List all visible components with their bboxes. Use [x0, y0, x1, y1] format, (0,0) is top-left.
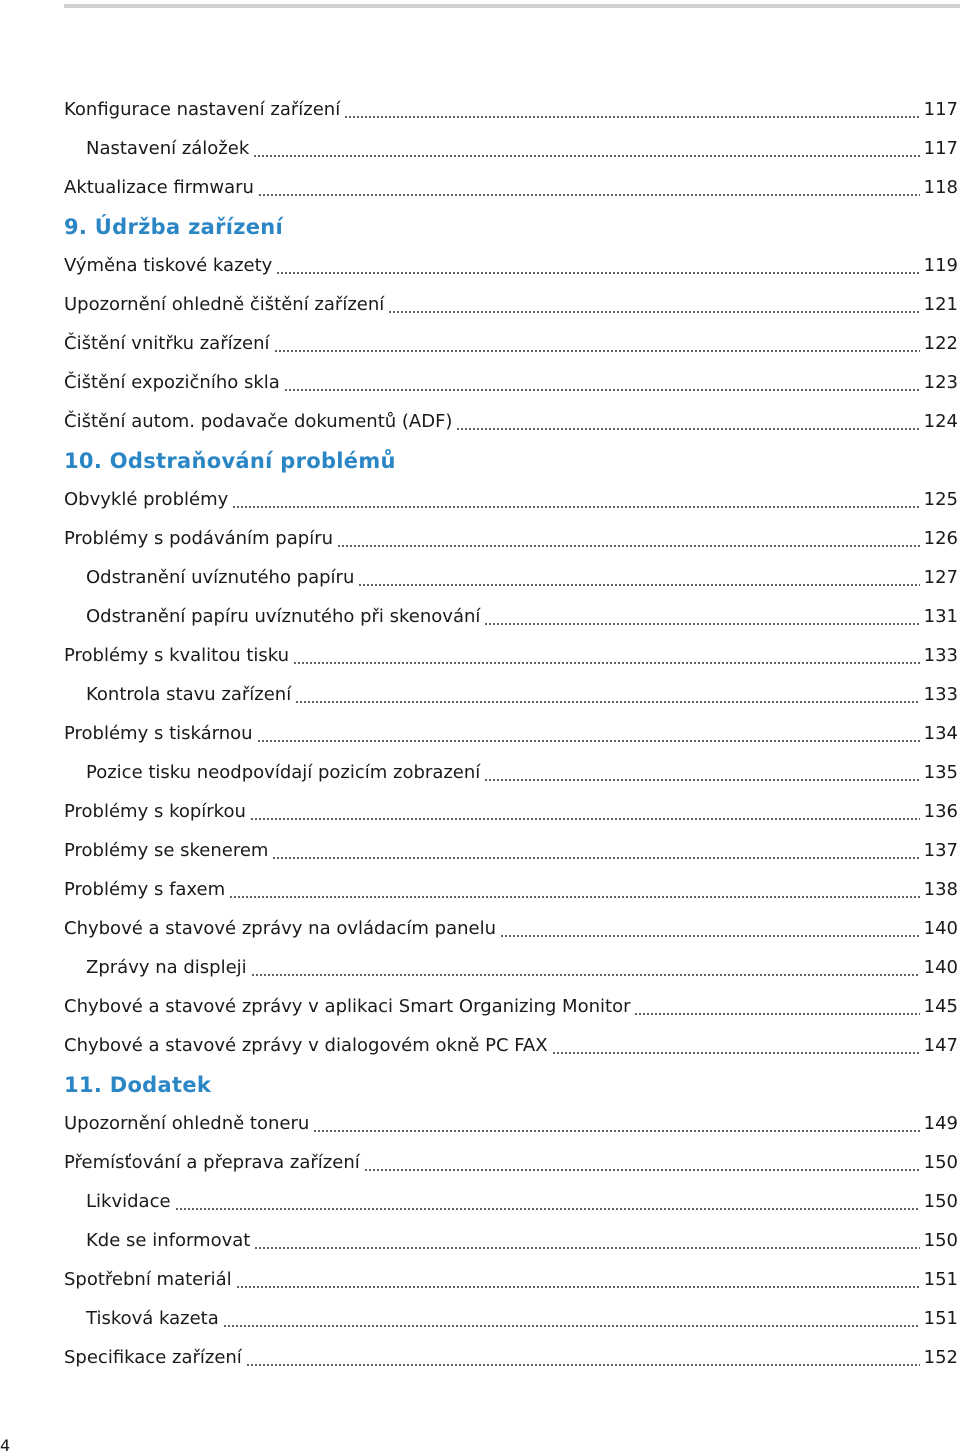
- toc-entry-title: Čištění vnitřku zařízení: [64, 332, 270, 354]
- chapter-heading[interactable]: 9. Údržba zařízení: [64, 214, 284, 239]
- dot-leader: [634, 1013, 919, 1015]
- toc-entry[interactable]: [64, 987, 958, 1026]
- dot-leader: [229, 896, 920, 898]
- toc-entry-title: Čištění autom. podavače dokumentů (ADF): [64, 410, 453, 432]
- toc-entry[interactable]: [64, 402, 958, 441]
- toc-entry-page: 147: [923, 1034, 958, 1056]
- toc-entry-title: Problémy se skenerem: [64, 839, 269, 861]
- dot-leader: [484, 779, 919, 781]
- dot-leader: [344, 116, 919, 118]
- toc-entry-title: Upozornění ohledně čištění zařízení: [64, 293, 385, 315]
- toc-entry-page: 145: [923, 995, 958, 1017]
- dot-leader: [232, 506, 919, 508]
- toc-entry[interactable]: [64, 1143, 958, 1182]
- toc-entry-title: Konfigurace nastavení zařízení: [64, 98, 341, 120]
- dot-leader: [276, 272, 919, 274]
- toc-entry-page: 133: [923, 683, 958, 705]
- toc-entry-title: Likvidace: [86, 1190, 171, 1212]
- toc-entry-page: 140: [923, 917, 958, 939]
- toc-entry[interactable]: [64, 675, 958, 714]
- toc-entry-title: Upozornění ohledně toneru: [64, 1112, 310, 1134]
- dot-leader: [274, 350, 920, 352]
- dot-leader: [251, 974, 920, 976]
- toc-entry-page: 151: [923, 1307, 958, 1329]
- toc-entry-page: 137: [923, 839, 958, 861]
- toc-entry-page: 136: [923, 800, 958, 822]
- toc-entry-page: 134: [923, 722, 958, 744]
- toc-entry-title: Aktualizace firmwaru: [64, 176, 254, 198]
- toc-entry-page: 125: [923, 488, 958, 510]
- chapter-heading[interactable]: 10. Odstraňování problémů: [64, 448, 396, 473]
- toc-entry[interactable]: [64, 636, 958, 675]
- dot-leader: [364, 1169, 920, 1171]
- toc-entry-page: 150: [923, 1190, 958, 1212]
- toc-entry-page: 138: [923, 878, 958, 900]
- chapter-heading[interactable]: 11. Dodatek: [64, 1072, 212, 1097]
- toc-entry-page: 126: [923, 527, 958, 549]
- toc-entry-page: 127: [923, 566, 958, 588]
- toc-entry-page: 121: [923, 293, 958, 315]
- toc-entry-page: 152: [923, 1346, 958, 1368]
- toc-entry-page: 117: [923, 98, 958, 120]
- toc-entry-title: Zprávy na displeji: [86, 956, 247, 978]
- toc-entry[interactable]: [64, 246, 958, 285]
- toc-entry[interactable]: [64, 168, 958, 207]
- toc-entry-page: 117: [923, 137, 958, 159]
- toc-entry-page: 135: [923, 761, 958, 783]
- toc-entry-page: 150: [923, 1151, 958, 1173]
- toc-entry-title: Chybové a stavové zprávy v dialogovém okně PC FAX: [64, 1034, 548, 1056]
- toc-entry-page: 118: [923, 176, 958, 198]
- toc-entry-title: Odstranění uvíznutého papíru: [86, 566, 355, 588]
- toc-entry[interactable]: [64, 1260, 958, 1299]
- toc-entry-page: 133: [923, 644, 958, 666]
- dot-leader: [254, 1247, 919, 1249]
- toc-entry-page: 124: [923, 410, 958, 432]
- toc-entry-title: Kde se informovat: [86, 1229, 251, 1251]
- toc-entry-title: Výměna tiskové kazety: [64, 254, 273, 276]
- header-rule: [64, 4, 960, 8]
- toc-entry[interactable]: [64, 90, 958, 129]
- toc-entry-title: Problémy s tiskárnou: [64, 722, 253, 744]
- dot-leader: [257, 740, 920, 742]
- toc-entry-title: Pozice tisku neodpovídají pozicím zobrazení: [86, 761, 481, 783]
- toc-entry-title: Problémy s kvalitou tisku: [64, 644, 290, 666]
- dot-leader: [223, 1325, 920, 1327]
- page-number: 4: [0, 1436, 11, 1455]
- toc-entry[interactable]: [64, 1026, 958, 1065]
- toc-entry[interactable]: [64, 1182, 958, 1221]
- toc-entry-page: 123: [923, 371, 958, 393]
- dot-leader: [295, 701, 919, 703]
- toc-entry[interactable]: [64, 792, 958, 831]
- toc-entry-page: 149: [923, 1112, 958, 1134]
- toc-entry-title: Kontrola stavu zařízení: [86, 683, 292, 705]
- toc-entry-page: 119: [923, 254, 958, 276]
- toc-entry-title: Specifikace zařízení: [64, 1346, 242, 1368]
- toc-entry[interactable]: [64, 597, 958, 636]
- dot-leader: [552, 1052, 920, 1054]
- dot-leader: [175, 1208, 920, 1210]
- toc-entry[interactable]: [64, 1338, 958, 1377]
- dot-leader: [337, 545, 920, 547]
- dot-leader: [253, 155, 919, 157]
- dot-leader: [272, 857, 919, 859]
- dot-leader: [236, 1286, 920, 1288]
- toc-entry-title: Obvyklé problémy: [64, 488, 229, 510]
- toc-entry[interactable]: [64, 285, 958, 324]
- toc-entry[interactable]: [64, 1299, 958, 1338]
- toc-entry-title: Nastavení záložek: [86, 137, 250, 159]
- toc-entry-title: Problémy s kopírkou: [64, 800, 246, 822]
- toc-entry-title: Přemísťování a přeprava zařízení: [64, 1151, 360, 1173]
- toc-entry[interactable]: [64, 1221, 958, 1260]
- toc-entry-title: Čištění expozičního skla: [64, 371, 280, 393]
- toc-entry[interactable]: [64, 363, 958, 402]
- dot-leader: [456, 428, 919, 430]
- dot-leader: [246, 1364, 920, 1366]
- toc-entry[interactable]: [64, 753, 958, 792]
- toc-entry-title: Odstranění papíru uvíznutého při skenování: [86, 605, 481, 627]
- dot-leader: [258, 194, 920, 196]
- dot-leader: [250, 818, 920, 820]
- toc-entry-page: 151: [923, 1268, 958, 1290]
- table-of-contents: [64, 90, 958, 1377]
- toc-entry-page: 140: [923, 956, 958, 978]
- dot-leader: [284, 389, 920, 391]
- dot-leader: [484, 623, 919, 625]
- toc-entry[interactable]: [64, 129, 958, 168]
- dot-leader: [500, 935, 920, 937]
- toc-entry-title: Problémy s podáváním papíru: [64, 527, 333, 549]
- toc-entry[interactable]: [64, 714, 958, 753]
- toc-entry[interactable]: [64, 870, 958, 909]
- toc-entry-title: Chybové a stavové zprávy v aplikaci Smart Organizing Monitor: [64, 995, 631, 1017]
- toc-entry-title: Problémy s faxem: [64, 878, 226, 900]
- toc-entry[interactable]: [64, 519, 958, 558]
- toc-entry-title: Chybové a stavové zprávy na ovládacím panelu: [64, 917, 496, 939]
- toc-entry[interactable]: [64, 558, 958, 597]
- toc-entry-title: Spotřební materiál: [64, 1268, 232, 1290]
- dot-leader: [313, 1130, 919, 1132]
- toc-entry-page: 131: [923, 605, 958, 627]
- dot-leader: [293, 662, 920, 664]
- toc-entry[interactable]: [64, 909, 958, 948]
- toc-entry[interactable]: [64, 480, 958, 519]
- toc-entry-page: 150: [923, 1229, 958, 1251]
- toc-entry-page: 122: [923, 332, 958, 354]
- dot-leader: [358, 584, 919, 586]
- toc-entry[interactable]: [64, 324, 958, 363]
- toc-entry[interactable]: [64, 948, 958, 987]
- toc-entry-title: Tisková kazeta: [86, 1307, 219, 1329]
- dot-leader: [388, 311, 919, 313]
- toc-entry[interactable]: [64, 1104, 958, 1143]
- toc-entry[interactable]: [64, 831, 958, 870]
